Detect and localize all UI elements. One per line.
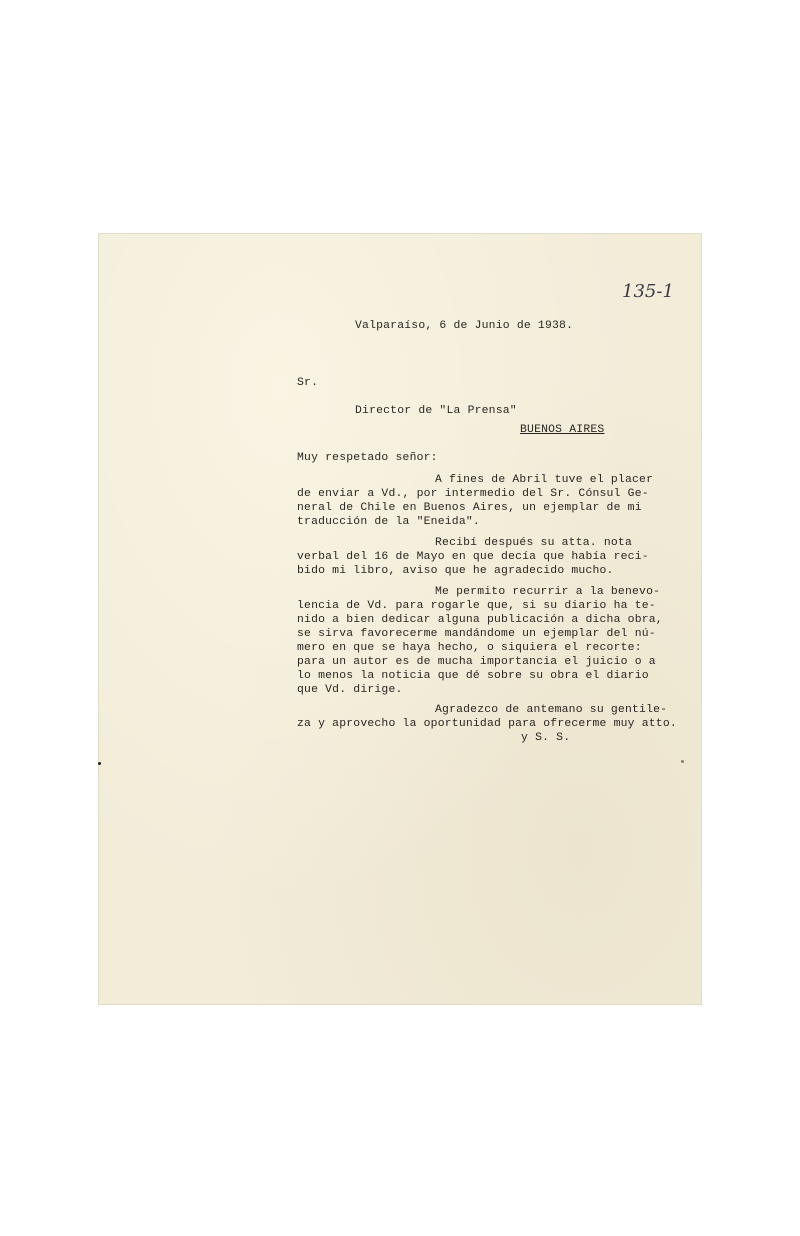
paragraph-3-line: Me permito recurrir a la benevo- xyxy=(435,586,661,598)
paragraph-1-line: traducción de la "Eneida". xyxy=(297,516,480,528)
greeting: Muy respetado señor: xyxy=(297,452,438,464)
salutation-prefix: Sr. xyxy=(297,377,319,389)
paragraph-4-line: y S. S. xyxy=(521,732,571,744)
paragraph-3-line: para un autor es de mucha importancia el juicio o a xyxy=(297,656,656,668)
paragraph-3-line: que Vd. dirige. xyxy=(297,684,403,696)
paragraph-1-line: neral de Chile en Buenos Aires, un ejemplar de mi xyxy=(297,502,642,514)
paragraph-2-line: Recibí después su atta. nota xyxy=(435,537,632,549)
paragraph-3-line: mero en que se haya hecho, o siquiera el recorte: xyxy=(297,642,642,654)
paragraph-3-line: se sirva favorecerme mandándome un ejemplar del nú- xyxy=(297,628,656,640)
paragraph-3-line: nido a bien dedicar alguna publicación a dicha obra, xyxy=(297,614,663,626)
paragraph-4-line: za y aprovecho la oportunidad para ofrecerme muy atto. xyxy=(297,718,677,730)
paragraph-3-line: lo menos la noticia que dé sobre su obra el diario xyxy=(297,670,649,682)
paragraph-2-line: bido mi libro, aviso que he agradecido mucho. xyxy=(297,565,614,577)
city: BUENOS AIRES xyxy=(520,424,605,436)
archive-number: 135-1 xyxy=(622,281,674,302)
paragraph-1-line: de enviar a Vd., por intermedio del Sr. Cónsul Ge- xyxy=(297,488,649,500)
paragraph-1-line: A fines de Abril tuve el placer xyxy=(435,474,654,486)
date-line: Valparaíso, 6 de Junio de 1938. xyxy=(355,320,574,332)
punch-mark xyxy=(98,762,101,765)
paragraph-3-line: lencia de Vd. para rogarle que, si su diario ha te- xyxy=(297,600,656,612)
recipient: Director de "La Prensa" xyxy=(355,405,517,417)
paper-speck xyxy=(681,760,684,763)
paragraph-2-line: verbal del 16 de Mayo en que decía que había reci- xyxy=(297,551,649,563)
paragraph-4-line: Agradezco de antemano su gentile- xyxy=(435,704,668,716)
